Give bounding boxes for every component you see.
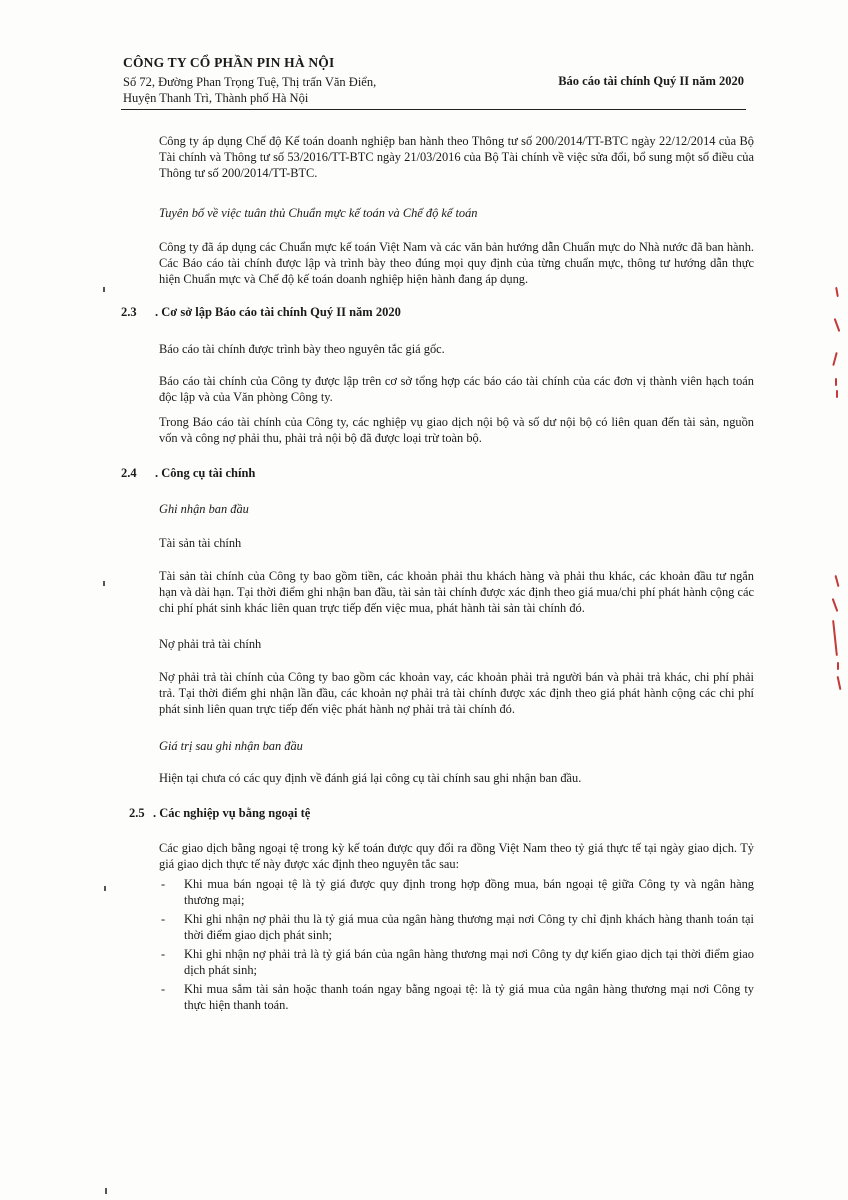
- list-item-text: Khi ghi nhận nợ phải trả là tỷ giá bán của ngân hàng thương mại nơi Công ty dự kiến giao dịch tại thời điểm giao dịch phát sinh;: [184, 947, 754, 977]
- section-number: 2.5: [129, 806, 145, 820]
- seal-edge-mark: [835, 287, 839, 297]
- basis-paragraph-3: Trong Báo cáo tài chính của Công ty, các nghiệp vụ giao dịch nội bộ và số dư nội bộ có liên quan đến tài sản, nguồn vốn và công nợ phải thu, phải trả nội bộ đã được loại trừ toàn bộ.: [159, 415, 754, 445]
- financial-assets-paragraph: Tài sản tài chính của Công ty bao gồm tiền, các khoản phải thu khách hàng và phải thu khác, các khoản đầu tư ngắn hạn và dài hạn. Tại thời điểm ghi nhận ban đầu, tài sản tài chính được xác định theo giá mua/chi phí phát hành cộng các chi phí phát sinh khác liên quan trực tiếp đến việc mua, phát hành tài sản tài chính đó.: [159, 569, 754, 615]
- compliance-paragraph: Công ty đã áp dụng các Chuẩn mực kế toán Việt Nam và các văn bản hướng dẫn Chuẩn mực do Nhà nước đã ban hành. Các Báo cáo tài chính được lập và trình bày theo đúng mọi quy định của từng chuẩn mực, thông tư hướng dẫn thực hiện Chuẩn mực và Chế độ kế toán doanh nghiệp hiện hành đang áp dụng.: [159, 240, 754, 286]
- seal-edge-mark: [835, 378, 837, 386]
- section-number: 2.3: [121, 305, 137, 319]
- section-2-4-heading: [121, 466, 255, 481]
- bullet-dash: -: [161, 877, 166, 891]
- section-2-5-heading: [129, 806, 310, 821]
- list-item-text: Khi mua sắm tài sản hoặc thanh toán ngay bằng ngoại tệ: là tỷ giá mua của ngân hàng thương mại nơi Công ty thực hiện thanh toán.: [184, 982, 754, 1012]
- binder-mark: [103, 581, 105, 586]
- financial-assets-heading: Tài sản tài chính: [159, 536, 242, 550]
- list-item-text: Khi ghi nhận nợ phải thu là tỷ giá mua của ngân hàng thương mại nơi Công ty chỉ định khách hàng thanh toán tại thời điểm giao dịch phát sinh;: [184, 912, 754, 942]
- exchange-rate-rules-list: [161, 876, 754, 1016]
- financial-liabilities-paragraph: Nợ phải trả tài chính của Công ty bao gồm các khoản vay, các khoản phải trả người bán và phải trả khác, chi phí phải trả. Tại thời điểm ghi nhận lần đầu, các khoản nợ phải trả tài chính được xác định theo giá phát hành cộng các chi phí phát sinh liên quan trực tiếp đến việc phát hành nợ phải trả tài chính đó.: [159, 670, 754, 716]
- company-address-line2: Huyện Thanh Trì, Thành phố Hà Nội: [123, 91, 309, 105]
- header-divider: [121, 109, 746, 110]
- report-title: Báo cáo tài chính Quý II năm 2020: [558, 74, 744, 88]
- basis-paragraph-2: Báo cáo tài chính của Công ty được lập trên cơ sở tổng hợp các báo cáo tài chính của các đơn vị thành viên hạch toán độc lập và của Văn phòng Công ty.: [159, 374, 754, 404]
- binder-mark: [103, 287, 105, 292]
- seal-edge-mark: [837, 676, 842, 690]
- bullet-dash: -: [161, 947, 166, 961]
- company-name: CÔNG TY CỔ PHẦN PIN HÀ NỘI: [123, 55, 335, 70]
- seal-edge-mark: [836, 390, 838, 398]
- accounting-regime-paragraph: Công ty áp dụng Chế độ Kế toán doanh nghiệp ban hành theo Thông tư số 200/2014/TT-BTC ngày 22/12/2014 của Bộ Tài chính và Thông tư số 53/2016/TT-BTC ngày 21/03/2016 của Bộ Tài chính về việc sửa đổi, bổ sung một số điều của Thông tư số 200/2014/TT-BTC.: [159, 134, 754, 180]
- bullet-dash: -: [161, 912, 166, 926]
- seal-edge-mark: [834, 575, 839, 587]
- subsequent-measurement-paragraph: Hiện tại chưa có các quy định về đánh giá lại công cụ tài chính sau ghi nhận ban đầu.: [159, 771, 582, 785]
- basis-paragraph-1: Báo cáo tài chính được trình bày theo nguyên tắc giá gốc.: [159, 342, 445, 356]
- seal-edge-mark: [834, 318, 841, 332]
- list-item: [161, 876, 754, 908]
- section-2-3-heading: [121, 305, 401, 320]
- financial-liabilities-heading: Nợ phải trả tài chính: [159, 637, 262, 651]
- list-item: [161, 911, 754, 943]
- seal-edge-mark: [832, 620, 838, 656]
- seal-edge-mark: [837, 662, 839, 670]
- list-item: [161, 981, 754, 1013]
- bullet-dash: -: [161, 982, 166, 996]
- initial-recognition-heading: Ghi nhận ban đầu: [159, 502, 249, 516]
- list-item-text: Khi mua bán ngoại tệ là tỷ giá được quy định trong hợp đồng mua, bán ngoại tệ giữa Công ty và ngân hàng thương mại;: [184, 877, 754, 907]
- section-title: . Công cụ tài chính: [155, 466, 256, 480]
- binder-mark: [105, 1188, 107, 1194]
- foreign-currency-paragraph: Các giao dịch bằng ngoại tệ trong kỳ kế toán được quy đổi ra đồng Việt Nam theo tỷ giá thực tế tại ngày giao dịch. Tỷ giá giao dịch thực tế này được xác định theo nguyên tắc sau:: [159, 841, 754, 871]
- section-title: . Các nghiệp vụ bằng ngoại tệ: [153, 806, 311, 820]
- section-number: 2.4: [121, 466, 137, 480]
- company-address-line1: Số 72, Đường Phan Trọng Tuệ, Thị trấn Văn Điển,: [123, 75, 377, 89]
- list-item: [161, 946, 754, 978]
- compliance-heading: Tuyên bố về việc tuân thủ Chuẩn mực kế toán và Chế độ kế toán: [159, 206, 478, 220]
- subsequent-measurement-heading: Giá trị sau ghi nhận ban đầu: [159, 739, 303, 753]
- binder-mark: [104, 886, 106, 891]
- seal-edge-mark: [832, 598, 839, 612]
- section-title: . Cơ sở lập Báo cáo tài chính Quý II năm 2020: [155, 305, 401, 319]
- seal-edge-mark: [832, 352, 838, 366]
